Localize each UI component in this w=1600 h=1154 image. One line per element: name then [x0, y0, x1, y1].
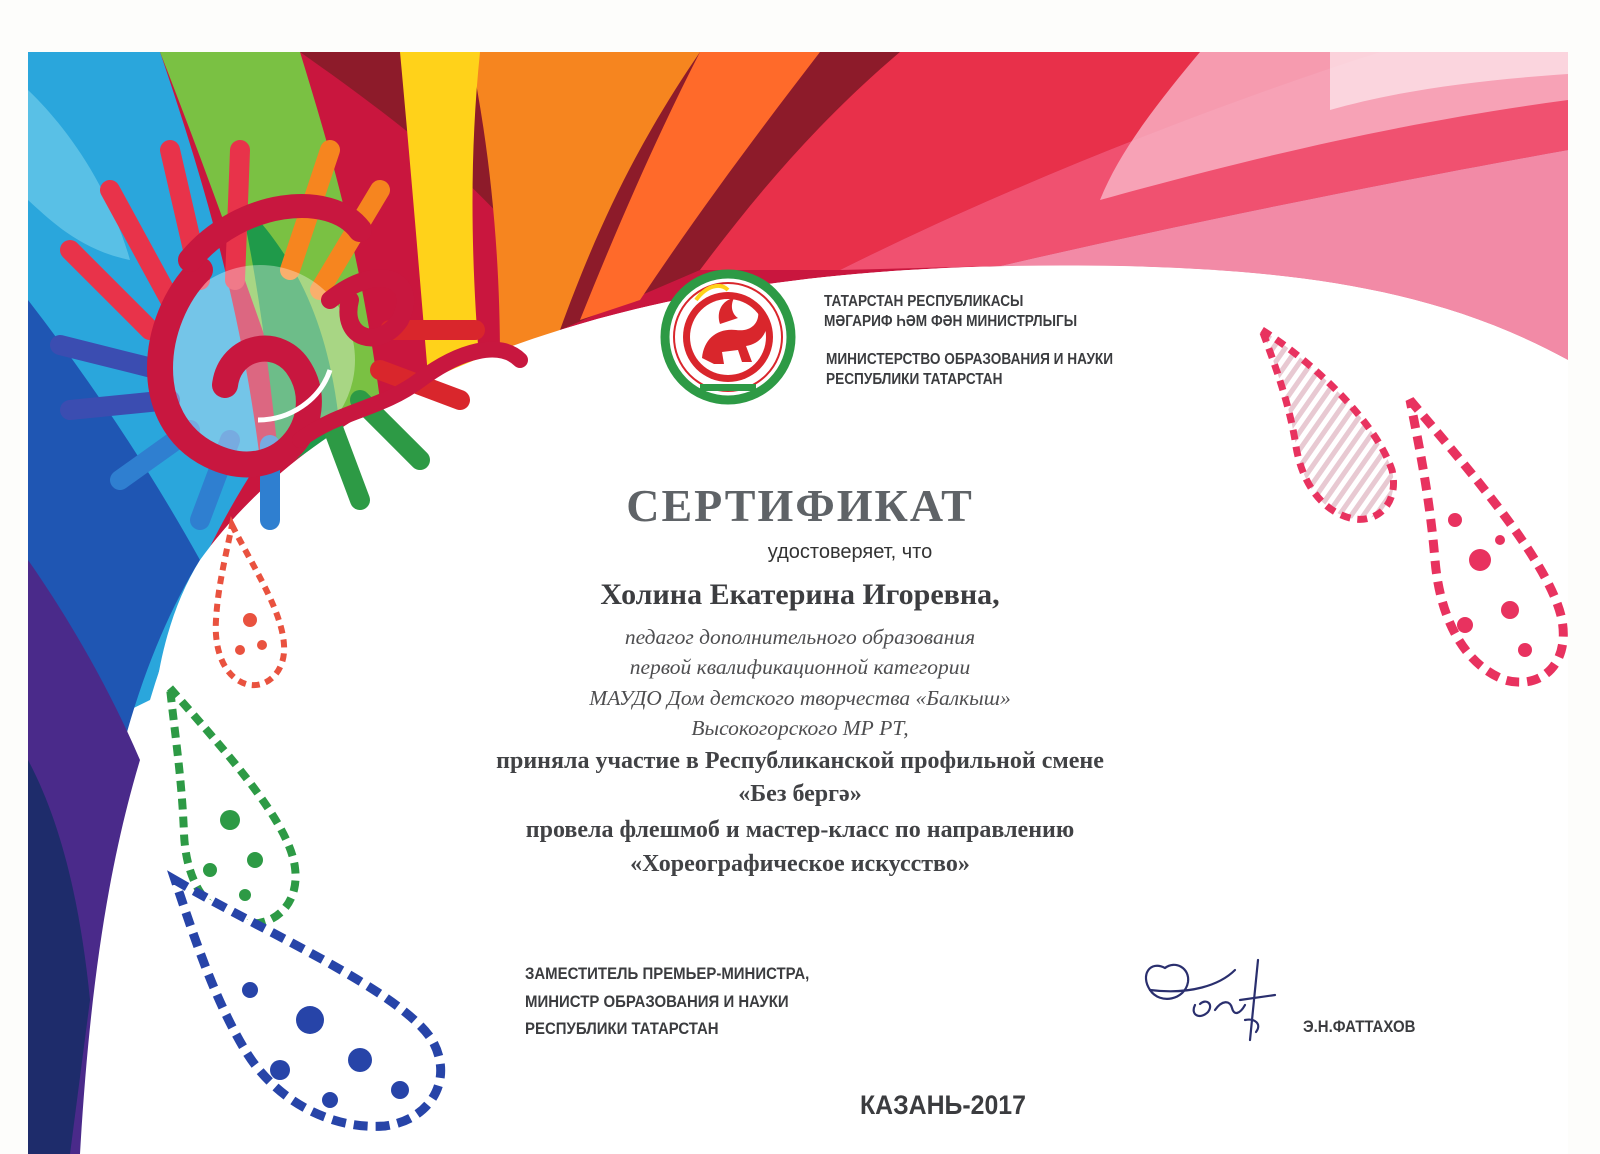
ministry-tatar-line1: ТАТАРСТАН РЕСПУБЛИКАСЫ	[824, 293, 1024, 310]
signatory-role-line2: МИНИСТР ОБРАЗОВАНИЯ И НАУКИ	[525, 991, 789, 1011]
recipient-name: Холина Екатерина Игоревна,	[600, 578, 1000, 611]
recipient-organization: МАУДО Дом детского творчества «Балкыш»	[589, 686, 1011, 710]
recipient-district: Высокогорского МР РТ,	[691, 716, 909, 740]
ministry-tatar-line2: МӘГАРИФ ҺӘМ ФӘН МИНИСТРЛЫГЫ	[824, 313, 1078, 330]
city-year: КАЗАНЬ-2017	[860, 1090, 1026, 1120]
ministry-name-tatar	[824, 292, 1077, 332]
ministry-russian-line2: РЕСПУБЛИКИ ТАТАРСТАН	[826, 371, 1003, 388]
signatory-role	[525, 960, 809, 1043]
signatory-name: Э.Н.ФАТТАХОВ	[1303, 1017, 1416, 1036]
ministry-russian-line1: МИНИСТЕРСТВО ОБРАЗОВАНИЯ И НАУКИ	[826, 351, 1114, 368]
direction-name: «Хореографическое искусство»	[630, 851, 970, 877]
certifies-text: удостоверяет, что	[767, 541, 933, 563]
recipient-position-line2: первой квалификационной категории	[629, 655, 971, 679]
event-name: «Без бергә»	[738, 781, 862, 807]
signatory-role-line3: РЕСПУБЛИКИ ТАТАРСТАН	[525, 1019, 719, 1038]
tatarstan-coat-of-arms	[665, 274, 791, 400]
certificate-title: СЕРТИФИКАТ	[626, 480, 974, 531]
statement-line2: провела флешмоб и мастер-класс по направлению	[525, 817, 1075, 843]
statement-line1: приняла участие в Республиканской профильной смене	[496, 748, 1104, 774]
signatory-role-line1: ЗАМЕСТИТЕЛЬ ПРЕМЬЕР-МИНИСТРА,	[525, 964, 810, 983]
recipient-position-line1: педагог дополнительного образования	[624, 625, 976, 649]
ministry-name-russian	[826, 350, 1113, 390]
